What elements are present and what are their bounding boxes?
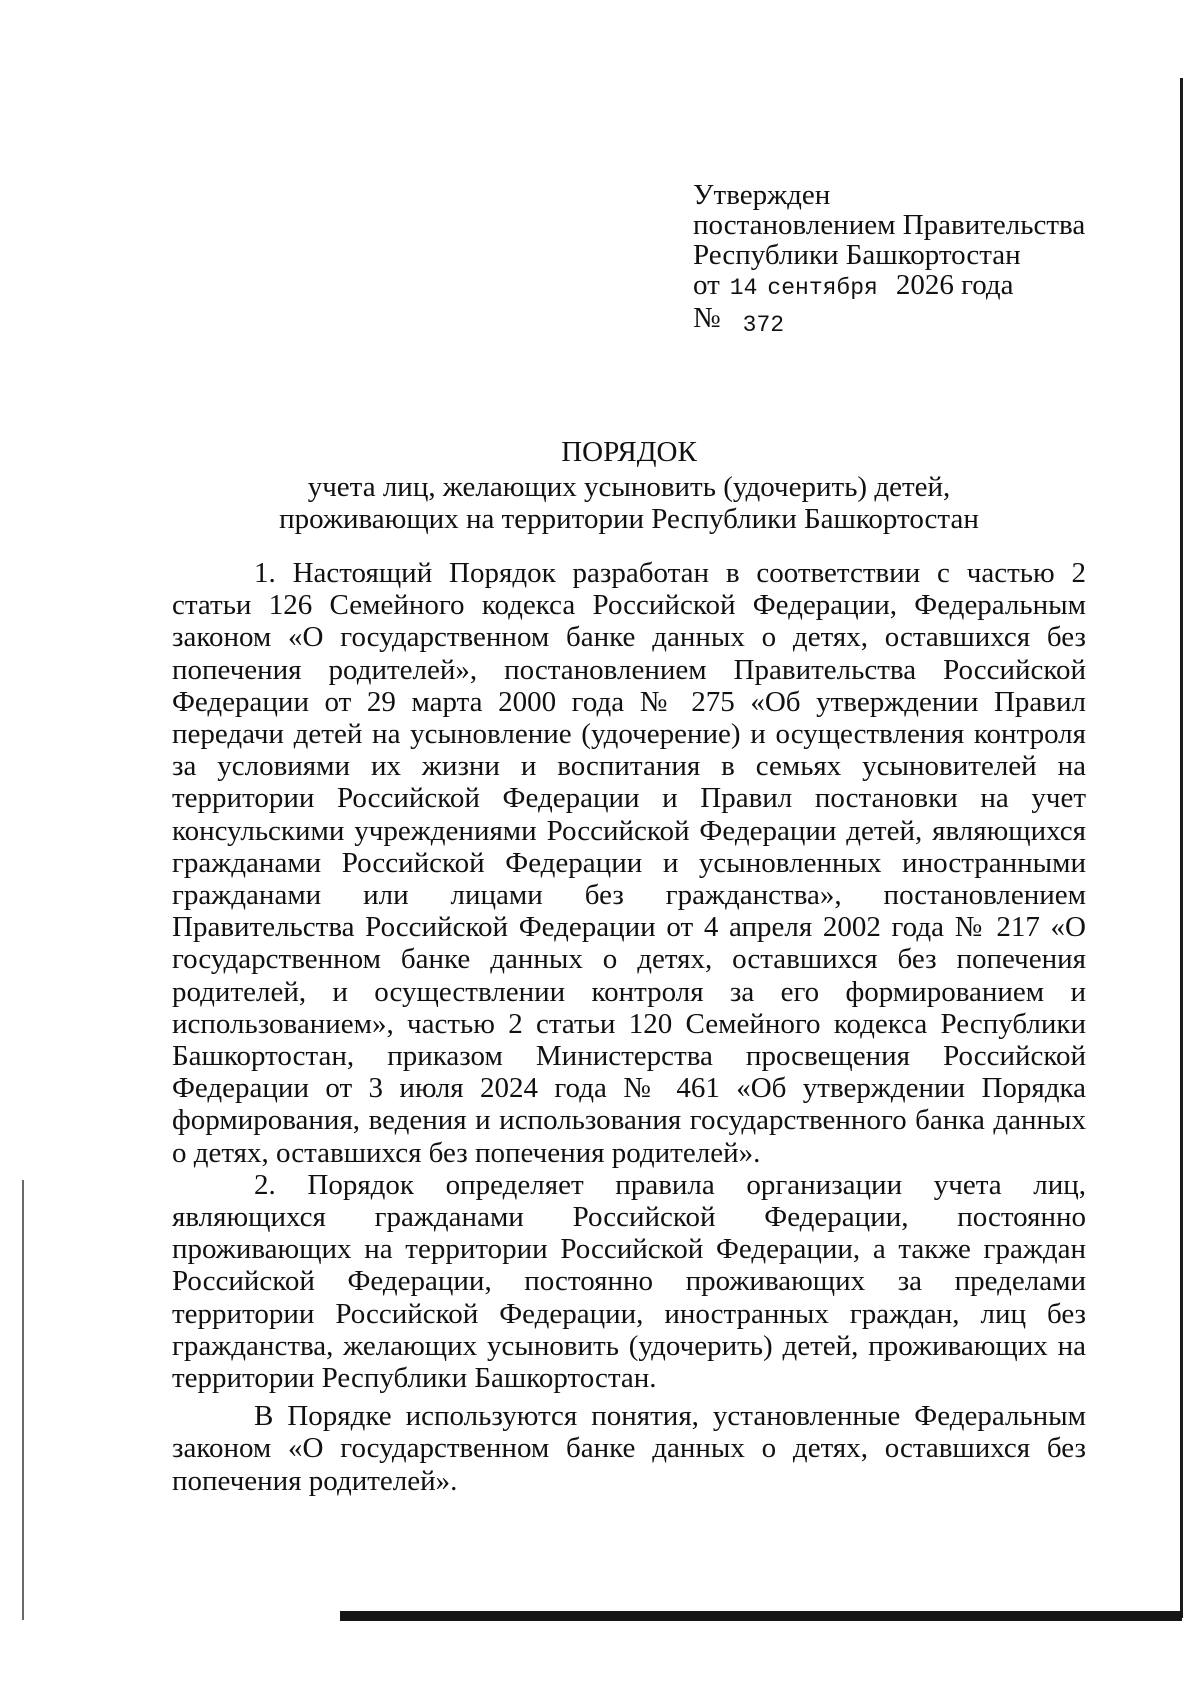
approval-date-year: 2026 года: [895, 269, 1014, 301]
approval-date-prefix: от: [693, 269, 720, 301]
document-title: ПОРЯДОК: [561, 436, 697, 468]
paragraph-3: В Порядке используются понятия, установленные Федеральным законом «О государственном банке данных о детях, оставшихся без попечения родителей».: [172, 1400, 1086, 1497]
document-subtitle-line-1: учета лиц, желающих усыновить (удочерить) детей,: [307, 471, 951, 503]
approval-date-line: [693, 270, 1153, 303]
approval-line-republic: Республики Башкортостан: [693, 239, 1021, 271]
approval-line-resolution: постановлением Правительства: [693, 209, 1086, 241]
approval-date-month: сентября: [767, 275, 878, 301]
approval-line-approved: Утвержден: [693, 179, 831, 211]
document-subtitle-line-2: проживающих на территории Республики Башкортостан: [279, 503, 979, 535]
approval-number: 372: [742, 312, 785, 338]
scan-edge-left: [22, 1180, 24, 1620]
approval-stamp-block: [693, 180, 1153, 336]
approval-number-line: [693, 303, 1153, 336]
document-body: [172, 557, 1086, 1497]
paragraph-2: 2. Порядок определяет правила организации учета лиц, являющихся гражданами Российской Федерации, постоянно проживающих на территории Российской Федерации, а также граждан Российской Федерации, постоянно проживающих за пределами территории Российской Федерации, иностранных граждан, лиц без гражданства, желающих усыновить (удочерить) детей, проживающих на территории Республики Башкортостан.: [172, 1168, 1086, 1395]
approval-number-sign: №: [693, 302, 721, 334]
scan-edge-right: [1180, 78, 1183, 1618]
scan-edge-bottom: [340, 1611, 1182, 1621]
document-title-block: [172, 436, 1086, 535]
approval-date-day: 14: [729, 275, 758, 301]
paragraph-1: 1. Настоящий Порядок разработан в соответствии с частью 2 статьи 126 Семейного кодекса Российской Федерации, Федеральным законом «О государственном банке данных о детях, оставшихся без попечения родителей», постановлением Правительства Российской Федерации от 29 марта 2000 года № 275 «Об утверждении Правил передачи детей на усыновление (удочерение) и осуществления контроля за условиями их жизни и воспитания в семьях усыновителей на территории Российской Федерации и Правил постановки на учет консульскими учреждениями Российской Федерации детей, являющихся гражданами Российской Федерации и усыновленных иностранными гражданами или лицами без гражданства», постановлением Правительства Российской Федерации от 4 апреля 2002 года № 217 «О государственном банке данных о детях, оставшихся без попечения родителей, и осуществлении контроля за его формированием и использованием», частью 2 статьи 120 Семейного кодекса Республики Башкортостан, приказом Министерства просвещения Российской Федерации от 3 июля 2024 года № 461 «Об утверждении Порядка формирования, ведения и использования государственного банка данных о детях, оставшихся без попечения родителей».: [172, 557, 1086, 1169]
